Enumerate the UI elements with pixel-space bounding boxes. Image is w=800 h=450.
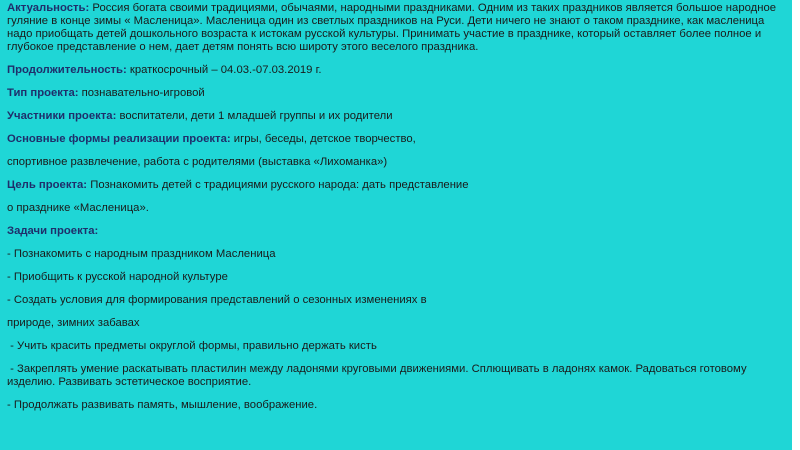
type-label: Тип проекта: — [7, 87, 79, 99]
goal-text: Познакомить детей с традициями русского народа: дать представление — [87, 179, 469, 191]
participants-label: Участники проекта: — [7, 110, 117, 122]
goal-paragraph-cont — [7, 202, 784, 215]
duration-label: Продолжительность: — [7, 64, 127, 76]
relevance-paragraph — [7, 2, 784, 54]
participants-paragraph — [7, 110, 784, 123]
task-item: - Продолжать развивать память, мышление, воображение. — [7, 399, 318, 411]
type-text: познавательно-игровой — [78, 87, 205, 99]
duration-paragraph — [7, 64, 784, 77]
participants-text: воспитатели, дети 1 младшей группы и их родители — [116, 110, 393, 122]
goal-label: Цель проекта: — [7, 179, 88, 191]
task-item: - Учить красить предметы округлой формы, правильно держать кисть — [7, 340, 377, 352]
tasks-heading: Задачи проекта: — [7, 225, 99, 237]
forms-paragraph-cont — [7, 156, 784, 169]
task-item: - Создать условия для формирования представлений о сезонных изменениях в — [7, 294, 427, 306]
forms-label: Основные формы реализации проекта: — [7, 133, 231, 145]
goal-text-cont: о празднике «Масленица». — [7, 202, 149, 214]
type-paragraph — [7, 87, 784, 100]
task-item: - Познакомить с народным праздником Масленица — [7, 248, 276, 260]
forms-text-cont: спортивное развлечение, работа с родителями (выставка «Лихоманка») — [7, 156, 388, 168]
forms-paragraph — [7, 133, 784, 146]
goal-paragraph — [7, 179, 784, 192]
task-item: природе, зимних забавах — [7, 317, 140, 329]
duration-text: краткосрочный – 04.03.-07.03.2019 г. — [126, 64, 322, 76]
relevance-label: Актуальность: — [7, 2, 90, 14]
task-item: - Закреплять умение раскатывать пластилин между ладонями круговыми движениями. Сплющивать в ладонях камок. Радоваться готовому изделию. Развивать эстетическое восприятие. — [7, 363, 750, 388]
relevance-text: Россия богата своими традициями, обычаями, народными праздниками. Одним из таких праздников является большое народное гуляние в конце зимы « Масленица». Масленица один из светлых праздников на Руси. Дети ничего не знают о таком празднике, как масленица надо приобщать детей дошкольного возраста к истокам русской культуры. Принимать участие в празднике, который оставляет более полное и глубокое представление о нем, дает детям понять всю широту этого веселого праздника. — [7, 2, 777, 53]
task-item: - Приобщить к русской народной культуре — [7, 271, 228, 283]
forms-text: игры, беседы, детское творчество, — [230, 133, 416, 145]
